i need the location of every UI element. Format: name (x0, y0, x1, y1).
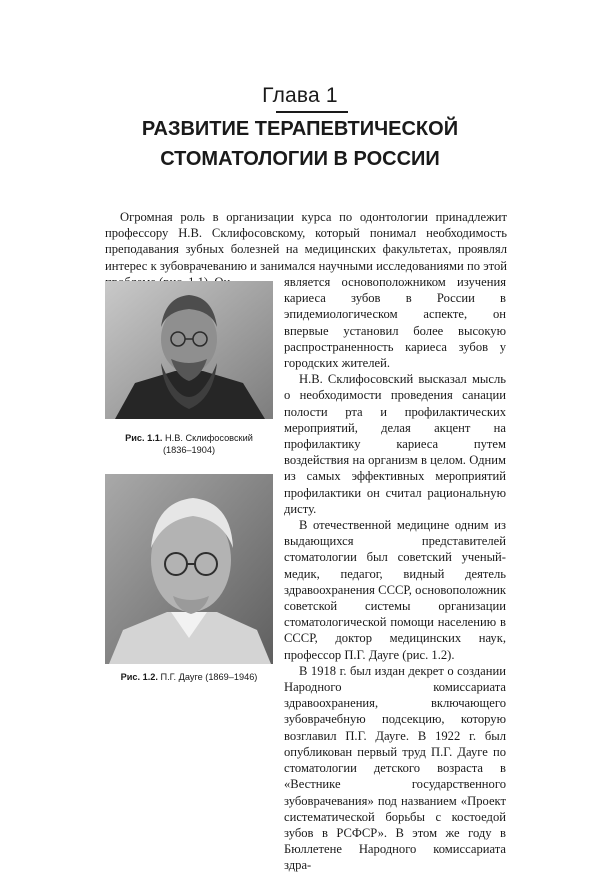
figure-caption-2-line-1: П.Г. Дауге (1869–1946) (160, 672, 258, 682)
figure-number-1: Рис. 1.1. (125, 433, 163, 443)
chapter-title (0, 114, 600, 174)
figure-caption-1 (105, 432, 273, 456)
intro-paragraph: Огромная роль в организации курса по одонтологии принадлежит профессору Н.В. Склифосовскому, который понимал необходимость преподавания зубных болезней на медицинских факультетах, проявлял интерес к зубоврачеванию и занимался научными исследованиями по этой (105, 210, 507, 273)
body-text-column (284, 274, 506, 874)
chapter-title-line-1: РАЗВИТИЕ ТЕРАПЕВТИЧЕСКОЙ (141, 118, 459, 140)
chapter-title-line-2: СТОМАТОЛОГИИ В РОССИИ (160, 148, 440, 170)
body-paragraph: В отечественной медицине одним из выдающихся представителей стоматологии был советский ученый-медик, педагог, видный деятель здравоохранения СССР, основоположник советской системы организации стоматологической помощи населению в СССР, доктор медицинских наук, профессор П.Г. Дауге (рис. 1.2). (284, 518, 506, 662)
body-paragraph: Н.В. Склифосовский высказал мысль о необходимости проведения санации полости рта и профилактических мероприятий, делая акцент на профилактику кариеса путем воздействия на организм в целом. Одним из самых эффективных мероприятий профилактики он считал рациональную дисту. (284, 372, 506, 516)
figure-caption-1-line-2: (1836–1904) (162, 445, 216, 455)
figure-caption-2 (105, 671, 273, 683)
body-paragraph: В 1918 г. был издан декрет о создании Народного комиссариата здравоохранения, включающего зубоврачебную подсекцию, которую возглавил П.Г. Дауге. В 1922 г. был опубликован первый труд П.Г. Дауге по стоматологии детского возраста в «Вестнике государственного зубоврачевания» под названием «Проект систематической борьбы с костоедой зубов в РСФСР». В этом же году в Бюллетене Народного комиссариата здра- (284, 663, 506, 873)
figure-caption-1-line-1: Н.В. Склифосовский (165, 433, 253, 443)
portrait-photo-dauge (105, 474, 273, 664)
figure-number-2: Рис. 1.2. (120, 672, 158, 682)
body-paragraph: является основоположником изучения кариеса зубов в России в эпидемиологическом аспекте, он впервые установил более высокую распространенность кариеса зубов у городских жителей. (284, 275, 506, 371)
portrait-photo-sklifosovsky (105, 281, 273, 419)
chapter-divider (276, 111, 348, 113)
chapter-label: Глава 1 (262, 84, 338, 107)
